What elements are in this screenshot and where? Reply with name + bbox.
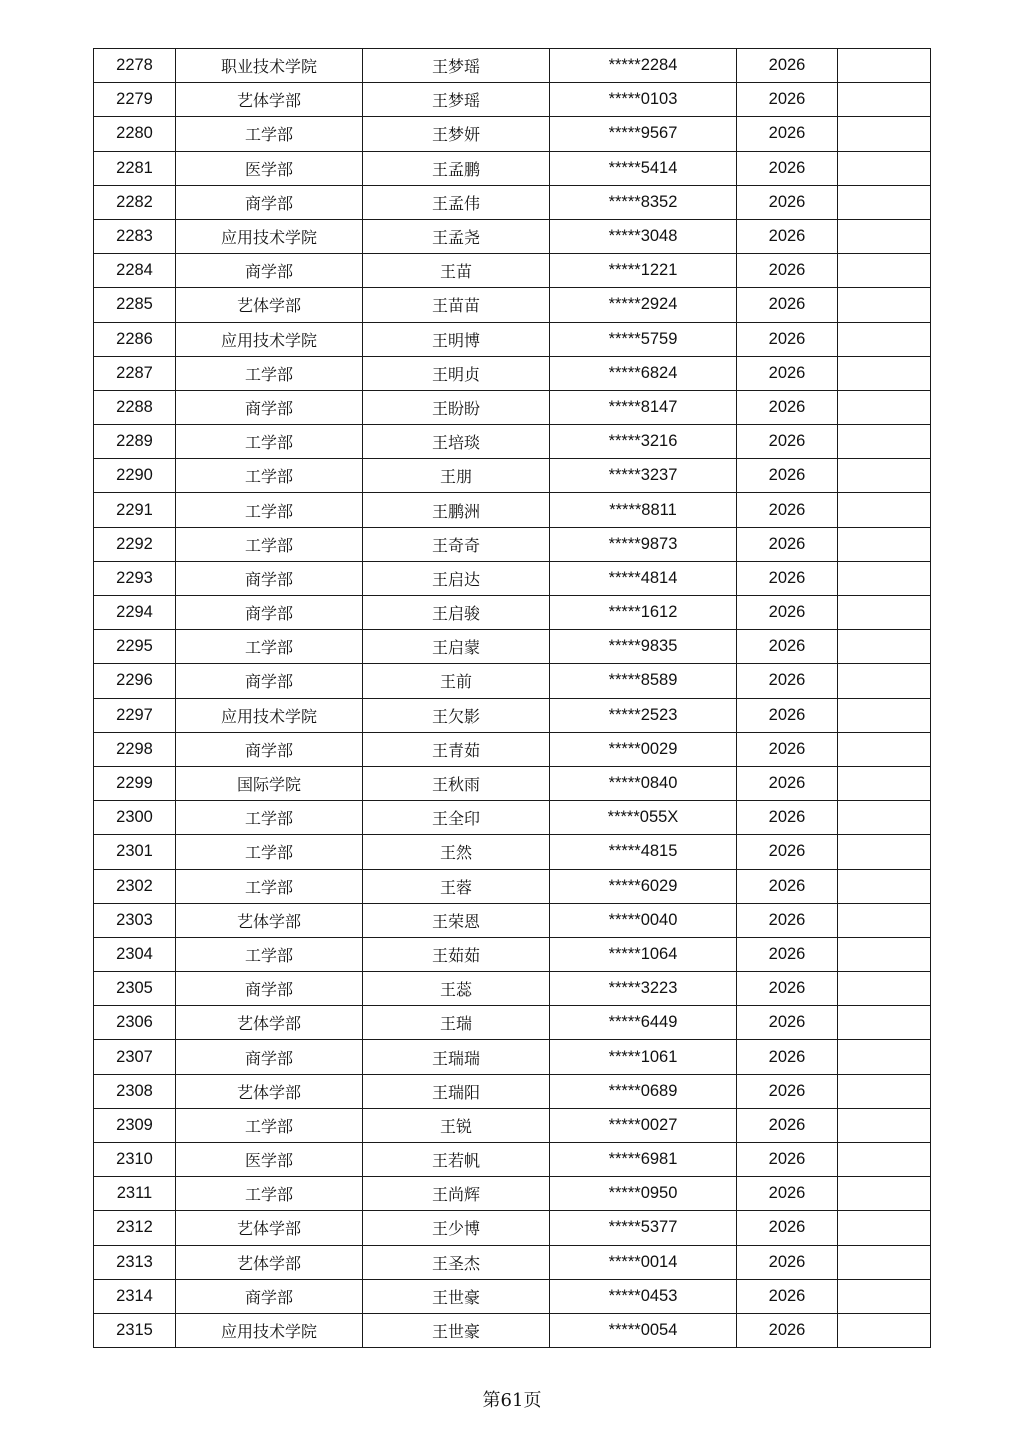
remarks-cell [838,527,931,561]
year-cell: 2026 [737,390,838,424]
year-cell: 2026 [737,425,838,459]
student-name-cell: 王孟伟 [363,185,550,219]
department-cell: 工学部 [176,117,363,151]
masked-id-cell: *****4814 [550,561,737,595]
year-cell: 2026 [737,664,838,698]
row-number-cell: 2288 [94,390,176,424]
year-cell: 2026 [737,972,838,1006]
masked-id-cell: *****055X [550,801,737,835]
table-row [94,83,931,117]
row-number-cell: 2286 [94,322,176,356]
row-number-cell: 2313 [94,1245,176,1279]
department-cell: 工学部 [176,869,363,903]
department-cell: 艺体学部 [176,1245,363,1279]
remarks-cell [838,1279,931,1313]
student-name-cell: 王然 [363,835,550,869]
year-cell: 2026 [737,527,838,561]
department-cell: 商学部 [176,664,363,698]
remarks-cell [838,732,931,766]
student-name-cell: 王尚辉 [363,1177,550,1211]
year-cell: 2026 [737,1143,838,1177]
student-name-cell: 王锐 [363,1108,550,1142]
remarks-cell [838,1074,931,1108]
department-cell: 医学部 [176,1143,363,1177]
masked-id-cell: *****0840 [550,766,737,800]
row-number-cell: 2311 [94,1177,176,1211]
row-number-cell: 2283 [94,219,176,253]
remarks-cell [838,356,931,390]
year-cell: 2026 [737,356,838,390]
row-number-cell: 2281 [94,151,176,185]
remarks-cell [838,972,931,1006]
masked-id-cell: *****9567 [550,117,737,151]
year-cell: 2026 [737,117,838,151]
department-cell: 商学部 [176,390,363,424]
table-row [94,390,931,424]
year-cell: 2026 [737,1074,838,1108]
student-name-cell: 王启蒙 [363,630,550,664]
year-cell: 2026 [737,630,838,664]
department-cell: 艺体学部 [176,1211,363,1245]
row-number-cell: 2284 [94,254,176,288]
remarks-cell [838,49,931,83]
department-cell: 工学部 [176,425,363,459]
row-number-cell: 2312 [94,1211,176,1245]
remarks-cell [838,801,931,835]
year-cell: 2026 [737,596,838,630]
table-row [94,801,931,835]
department-cell: 应用技术学院 [176,698,363,732]
department-cell: 工学部 [176,527,363,561]
department-cell: 艺体学部 [176,903,363,937]
table-row [94,1143,931,1177]
student-name-cell: 王梦妍 [363,117,550,151]
year-cell: 2026 [737,835,838,869]
table-row [94,1074,931,1108]
department-cell: 商学部 [176,596,363,630]
year-cell: 2026 [737,766,838,800]
row-number-cell: 2299 [94,766,176,800]
table-row [94,1313,931,1347]
table-row [94,527,931,561]
department-cell: 工学部 [176,630,363,664]
year-cell: 2026 [737,1108,838,1142]
row-number-cell: 2290 [94,459,176,493]
student-name-cell: 王鹏洲 [363,493,550,527]
masked-id-cell: *****6981 [550,1143,737,1177]
masked-id-cell: *****0014 [550,1245,737,1279]
table-row [94,869,931,903]
row-number-cell: 2302 [94,869,176,903]
department-cell: 工学部 [176,1108,363,1142]
masked-id-cell: *****1612 [550,596,737,630]
table-row [94,356,931,390]
row-number-cell: 2308 [94,1074,176,1108]
remarks-cell [838,664,931,698]
student-name-cell: 王秋雨 [363,766,550,800]
department-cell: 商学部 [176,732,363,766]
year-cell: 2026 [737,732,838,766]
remarks-cell [838,425,931,459]
table-row [94,630,931,664]
student-name-cell: 王启骏 [363,596,550,630]
table-row [94,1177,931,1211]
table-row [94,1006,931,1040]
remarks-cell [838,185,931,219]
table-row [94,254,931,288]
table-row [94,561,931,595]
row-number-cell: 2291 [94,493,176,527]
row-number-cell: 2310 [94,1143,176,1177]
department-cell: 艺体学部 [176,288,363,322]
masked-id-cell: *****0103 [550,83,737,117]
department-cell: 工学部 [176,835,363,869]
remarks-cell [838,1006,931,1040]
masked-id-cell: *****3237 [550,459,737,493]
masked-id-cell: *****8352 [550,185,737,219]
year-cell: 2026 [737,254,838,288]
table-row [94,459,931,493]
masked-id-cell: *****0040 [550,903,737,937]
masked-id-cell: *****0054 [550,1313,737,1347]
roster-table-body [94,49,931,1348]
masked-id-cell: *****2924 [550,288,737,322]
student-name-cell: 王明博 [363,322,550,356]
student-name-cell: 王青茹 [363,732,550,766]
table-row [94,322,931,356]
department-cell: 工学部 [176,356,363,390]
year-cell: 2026 [737,49,838,83]
student-name-cell: 王荣恩 [363,903,550,937]
remarks-cell [838,561,931,595]
year-cell: 2026 [737,151,838,185]
year-cell: 2026 [737,698,838,732]
remarks-cell [838,1313,931,1347]
remarks-cell [838,459,931,493]
remarks-cell [838,1211,931,1245]
student-name-cell: 王全印 [363,801,550,835]
remarks-cell [838,903,931,937]
table-row [94,698,931,732]
student-name-cell: 王瑞瑞 [363,1040,550,1074]
student-name-cell: 王盼盼 [363,390,550,424]
masked-id-cell: *****1064 [550,937,737,971]
table-row [94,151,931,185]
remarks-cell [838,1143,931,1177]
table-row [94,1040,931,1074]
student-name-cell: 王奇奇 [363,527,550,561]
masked-id-cell: *****9835 [550,630,737,664]
remarks-cell [838,254,931,288]
student-name-cell: 王世豪 [363,1313,550,1347]
table-row [94,903,931,937]
year-cell: 2026 [737,219,838,253]
row-number-cell: 2293 [94,561,176,595]
department-cell: 工学部 [176,937,363,971]
table-row [94,1245,931,1279]
row-number-cell: 2287 [94,356,176,390]
remarks-cell [838,117,931,151]
table-row [94,117,931,151]
row-number-cell: 2297 [94,698,176,732]
department-cell: 艺体学部 [176,1074,363,1108]
remarks-cell [838,766,931,800]
student-name-cell: 王朋 [363,459,550,493]
student-name-cell: 王前 [363,664,550,698]
row-number-cell: 2303 [94,903,176,937]
row-number-cell: 2295 [94,630,176,664]
department-cell: 工学部 [176,459,363,493]
student-name-cell: 王培琰 [363,425,550,459]
masked-id-cell: *****0689 [550,1074,737,1108]
department-cell: 国际学院 [176,766,363,800]
masked-id-cell: *****5414 [550,151,737,185]
remarks-cell [838,219,931,253]
student-name-cell: 王梦瑶 [363,83,550,117]
table-row [94,835,931,869]
row-number-cell: 2314 [94,1279,176,1313]
year-cell: 2026 [737,869,838,903]
year-cell: 2026 [737,288,838,322]
remarks-cell [838,596,931,630]
masked-id-cell: *****6029 [550,869,737,903]
remarks-cell [838,1177,931,1211]
masked-id-cell: *****3223 [550,972,737,1006]
student-name-cell: 王世豪 [363,1279,550,1313]
table-row [94,219,931,253]
masked-id-cell: *****0027 [550,1108,737,1142]
department-cell: 工学部 [176,801,363,835]
masked-id-cell: *****8589 [550,664,737,698]
year-cell: 2026 [737,1211,838,1245]
row-number-cell: 2304 [94,937,176,971]
row-number-cell: 2298 [94,732,176,766]
row-number-cell: 2280 [94,117,176,151]
table-row [94,732,931,766]
row-number-cell: 2282 [94,185,176,219]
student-name-cell: 王苗 [363,254,550,288]
department-cell: 艺体学部 [176,83,363,117]
masked-id-cell: *****0950 [550,1177,737,1211]
department-cell: 应用技术学院 [176,1313,363,1347]
table-row [94,425,931,459]
remarks-cell [838,1040,931,1074]
masked-id-cell: *****2523 [550,698,737,732]
table-row [94,1108,931,1142]
row-number-cell: 2300 [94,801,176,835]
year-cell: 2026 [737,1040,838,1074]
remarks-cell [838,869,931,903]
year-cell: 2026 [737,561,838,595]
masked-id-cell: *****9873 [550,527,737,561]
masked-id-cell: *****6824 [550,356,737,390]
department-cell: 商学部 [176,561,363,595]
year-cell: 2026 [737,1245,838,1279]
student-name-cell: 王茹茹 [363,937,550,971]
remarks-cell [838,1108,931,1142]
student-name-cell: 王孟尧 [363,219,550,253]
year-cell: 2026 [737,185,838,219]
masked-id-cell: *****3216 [550,425,737,459]
table-row [94,766,931,800]
masked-id-cell: *****5377 [550,1211,737,1245]
year-cell: 2026 [737,1279,838,1313]
row-number-cell: 2278 [94,49,176,83]
row-number-cell: 2307 [94,1040,176,1074]
row-number-cell: 2279 [94,83,176,117]
student-name-cell: 王明贞 [363,356,550,390]
remarks-cell [838,151,931,185]
student-name-cell: 王蕊 [363,972,550,1006]
department-cell: 商学部 [176,972,363,1006]
student-name-cell: 王欠影 [363,698,550,732]
masked-id-cell: *****0029 [550,732,737,766]
masked-id-cell: *****1221 [550,254,737,288]
year-cell: 2026 [737,459,838,493]
row-number-cell: 2285 [94,288,176,322]
department-cell: 商学部 [176,254,363,288]
masked-id-cell: *****1061 [550,1040,737,1074]
department-cell: 工学部 [176,1177,363,1211]
remarks-cell [838,83,931,117]
row-number-cell: 2292 [94,527,176,561]
masked-id-cell: *****2284 [550,49,737,83]
student-name-cell: 王瑞阳 [363,1074,550,1108]
remarks-cell [838,493,931,527]
department-cell: 医学部 [176,151,363,185]
student-name-cell: 王瑞 [363,1006,550,1040]
student-name-cell: 王启达 [363,561,550,595]
student-name-cell: 王圣杰 [363,1245,550,1279]
year-cell: 2026 [737,493,838,527]
table-row [94,288,931,322]
department-cell: 商学部 [176,1040,363,1074]
table-row [94,664,931,698]
department-cell: 艺体学部 [176,1006,363,1040]
student-name-cell: 王孟鹏 [363,151,550,185]
page-number: 第61页 [482,1390,542,1411]
row-number-cell: 2315 [94,1313,176,1347]
student-name-cell: 王梦瑶 [363,49,550,83]
table-row [94,1279,931,1313]
student-name-cell: 王若帆 [363,1143,550,1177]
year-cell: 2026 [737,1177,838,1211]
table-row [94,185,931,219]
table-row [94,1211,931,1245]
department-cell: 应用技术学院 [176,322,363,356]
masked-id-cell: *****8147 [550,390,737,424]
department-cell: 职业技术学院 [176,49,363,83]
remarks-cell [838,390,931,424]
student-name-cell: 王苗苗 [363,288,550,322]
masked-id-cell: *****4815 [550,835,737,869]
row-number-cell: 2309 [94,1108,176,1142]
table-row [94,937,931,971]
row-number-cell: 2294 [94,596,176,630]
roster-table [93,48,931,1348]
table-row [94,493,931,527]
year-cell: 2026 [737,801,838,835]
masked-id-cell: *****5759 [550,322,737,356]
masked-id-cell: *****3048 [550,219,737,253]
masked-id-cell: *****0453 [550,1279,737,1313]
remarks-cell [838,1245,931,1279]
masked-id-cell: *****8811 [550,493,737,527]
year-cell: 2026 [737,903,838,937]
year-cell: 2026 [737,1006,838,1040]
row-number-cell: 2305 [94,972,176,1006]
row-number-cell: 2296 [94,664,176,698]
table-row [94,49,931,83]
table-row [94,972,931,1006]
year-cell: 2026 [737,1313,838,1347]
year-cell: 2026 [737,83,838,117]
table-row [94,596,931,630]
row-number-cell: 2306 [94,1006,176,1040]
remarks-cell [838,937,931,971]
remarks-cell [838,630,931,664]
student-name-cell: 王少博 [363,1211,550,1245]
remarks-cell [838,288,931,322]
remarks-cell [838,322,931,356]
remarks-cell [838,835,931,869]
remarks-cell [838,698,931,732]
row-number-cell: 2289 [94,425,176,459]
department-cell: 商学部 [176,185,363,219]
department-cell: 商学部 [176,1279,363,1313]
student-name-cell: 王蓉 [363,869,550,903]
year-cell: 2026 [737,322,838,356]
masked-id-cell: *****6449 [550,1006,737,1040]
department-cell: 应用技术学院 [176,219,363,253]
year-cell: 2026 [737,937,838,971]
department-cell: 工学部 [176,493,363,527]
row-number-cell: 2301 [94,835,176,869]
